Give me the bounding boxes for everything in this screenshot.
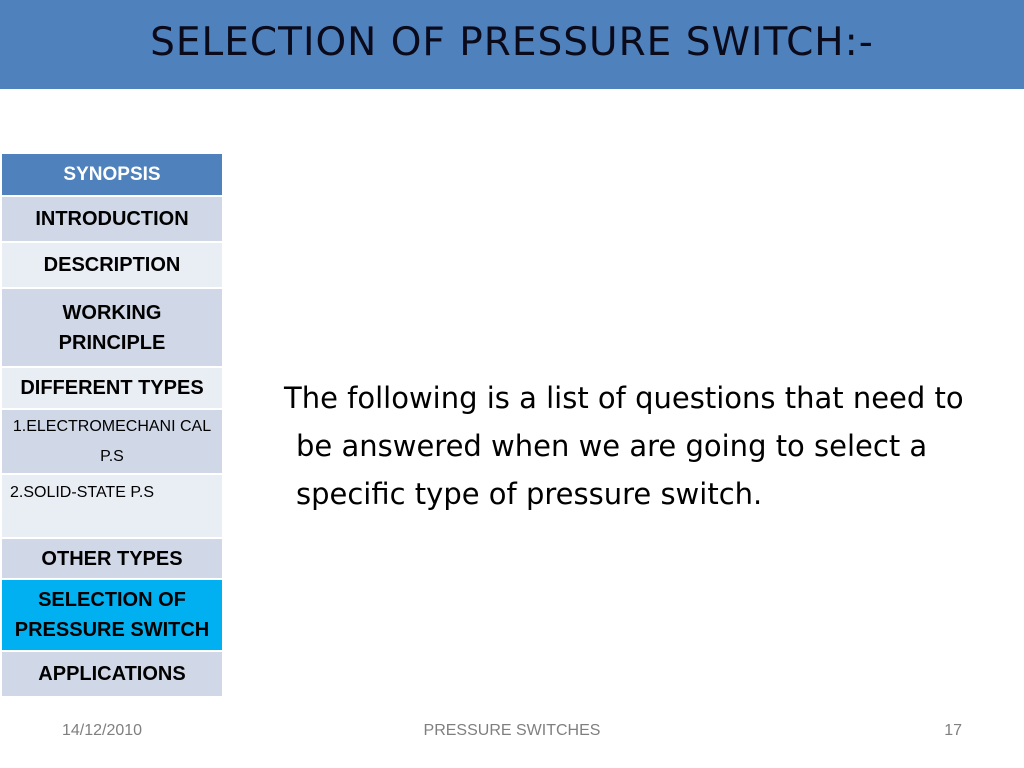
nav-item-introduction[interactable]: INTRODUCTION (2, 197, 222, 243)
title-bar (0, 0, 1024, 89)
footer-page-number: 17 (944, 722, 962, 739)
nav-item-working-principle[interactable]: WORKING PRINCIPLE (2, 289, 222, 368)
nav-header-synopsis: SYNOPSIS (2, 154, 222, 197)
slide-title: SELECTION OF PRESSURE SWITCH:- (150, 20, 874, 65)
nav-item-solid-state[interactable]: 2.SOLID-STATE P.S (2, 475, 222, 539)
nav-item-electromechanical[interactable]: 1.ELECTROMECHANI CAL P.S (2, 410, 222, 475)
nav-item-selection-active[interactable]: SELECTION OF PRESSURE SWITCH (2, 580, 222, 652)
footer-title: PRESSURE SWITCHES (423, 722, 601, 739)
nav-item-description[interactable]: DESCRIPTION (2, 243, 222, 289)
synopsis-nav (1, 154, 222, 698)
body-paragraph: The following is a list of questions that need to be answered when we are going to select a specific type of pressure switch. (284, 381, 964, 511)
nav-item-applications[interactable]: APPLICATIONS (2, 652, 222, 698)
footer-date: 14/12/2010 (62, 722, 143, 739)
nav-item-other-types[interactable]: OTHER TYPES (2, 539, 222, 580)
nav-item-different-types[interactable]: DIFFERENT TYPES (2, 368, 222, 410)
